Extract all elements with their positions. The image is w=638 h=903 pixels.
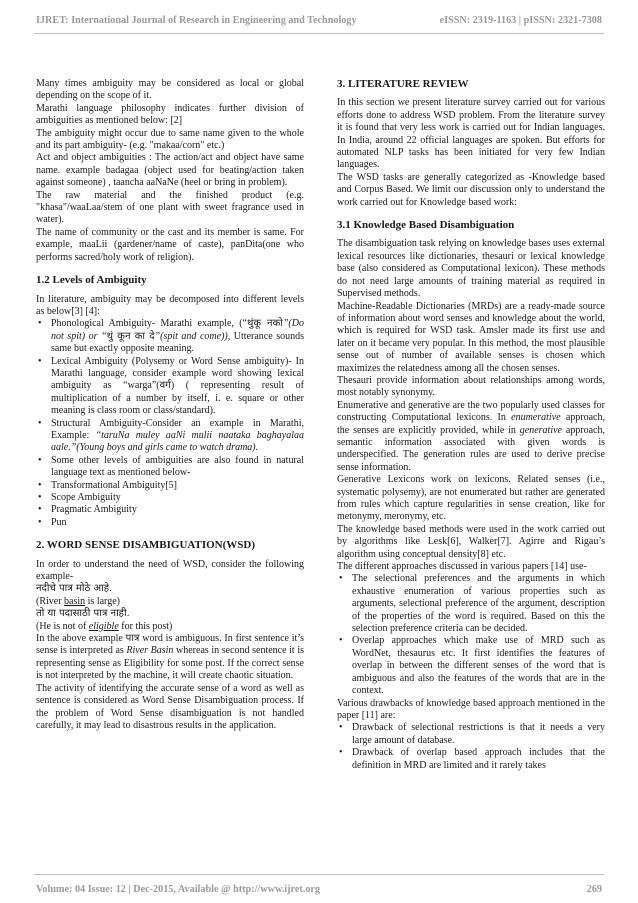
paragraph: The knowledge based methods were used in the work carried out by algorithms like Lesk[6], Walker[7]. Agirre and Rigau’s algorithm using conceptual density[8] etc.	[337, 523, 605, 560]
volume-info: Volume: 04 Issue: 12 | Dec-2015, Available @ http://www.ijret.org	[36, 884, 321, 895]
paragraph: The WSD tasks are generally categorized as -Knowledge based and Corpus Based. We limit our discussion only to understand the work carried out for Knowledge based work:	[337, 171, 605, 208]
intro-paragraph: Act and object ambiguities : The action/act and object have same name. example badagaa (object used for beating/action taken against someone) , taancha aaNaNe (heel or bring in problem).	[36, 152, 304, 189]
paragraph: In literature, ambiguity may be decomposed into different levels as below[3] [4]:	[36, 293, 304, 317]
list-item: • Pragmatic Ambiguity	[51, 504, 304, 516]
approaches-list	[337, 573, 605, 697]
paragraph: Generative Lexicons work on lexicons. Related senses (i.e., systematic polysemy), are not enumerated but rather are generated from rules which capture regularities in sense creation, like for metonymy, meronymy, etc.	[337, 474, 605, 523]
list-item: • Scope Ambiguity	[51, 492, 304, 504]
running-footer	[36, 884, 602, 895]
section-heading-1-2: 1.2 Levels of Ambiguity	[36, 274, 147, 287]
list-item: • The selectional preferences and the arguments in which exhaustive enumeration of various properties such as arguments, selectional preference of the argument, description of the properties of the word is required. Based on this the selection preference criteria can be decided.	[352, 573, 605, 635]
intro-paragraph: Marathi language philosophy indicates further division of ambiguities as mentioned below: [2]	[36, 102, 304, 127]
example-gloss-2: (He is not of eligible for this post)	[36, 620, 173, 632]
list-item: • Overlap approaches which make use of MRD such as WordNet, thesaurus etc. It first identifies the features of overlap in between the different senses of the word that is ambiguous and also the features of the words that are in the context.	[352, 635, 605, 697]
list-item: • Drawback of overlap based approach includes that the definition in MRD are limited and it rarely takes	[352, 747, 605, 772]
intro-paragraph: The raw material and the finished product (e.g. "khasa"/waaLaa/stem of one plant with sweet fragrance used in water).	[36, 189, 304, 226]
section-heading-2: 2. WORD SENSE DISAMBIGUATION(WSD)	[36, 539, 256, 552]
section-heading-3: 3. LITERATURE REVIEW	[337, 78, 469, 90]
list-item: • Drawback of selectional restrictions is that it needs a very large amount of database.	[352, 722, 605, 747]
drawbacks-list	[337, 722, 605, 772]
intro-paragraph: Many times ambiguity may be considered as local or global depending on the scope of it.	[36, 78, 304, 102]
paragraph: In this section we present literature survey carried out for various efforts done to address WSD problem. From the literature survey it is found that very less work is carried out for Indian languages. In India, around 22 official languages are spoken. But efforts for automated NLP tasks has been initiated for very few Indian languages.	[337, 97, 605, 171]
list-item: • Structural Ambiguity-Consider an example in Marathi, Example: “taruNa muley aaNi mulii naataka baghayalaa aale.”(Young boys and girls came to watch drama).	[51, 418, 304, 455]
intro-paragraph: The name of community or the cast and its member is same. For example, maaLii (gardener/name of caste), panDita(one who performs sacred/holy work of religion).	[36, 226, 304, 263]
paragraph: The activity of identifying the accurate sense of a word as well as sentence is considered as Word Sense Disambiguation process. If the problem of Word Sense disambiguation is not handled carefully, it may lead to disastrous results in the application.	[36, 682, 304, 731]
list-item: • Some other levels of ambiguities are also found in natural language text as mentioned below-	[51, 455, 304, 480]
paragraph: The different approaches discussed in various papers [14] use-	[337, 561, 587, 573]
section-heading-3-1: 3.1 Knowledge Based Disambiguation	[337, 219, 515, 232]
intro-paragraph: The ambiguity might occur due to same name given to the whole and its part ambiguity- (e.g. "makaa/corn" etc.)	[36, 127, 304, 152]
list-item: • Transformational Ambiguity[5]	[51, 480, 304, 492]
ambiguity-levels-list	[36, 318, 304, 529]
paragraph: Thesauri provide information about relationships among words, most notably synonymy.	[337, 374, 605, 399]
marathi-example-1: नदीचे पात्र मोठे आहे.	[36, 583, 113, 595]
example-gloss-1: (River basin is large)	[36, 595, 120, 607]
paragraph: The disambiguation task relying on knowledge bases uses external lexical resources like dictionaries, thesauri or lexical knowledge base (also considered as Computational lexicon). These methods do not need large amounts of training material as required in Supervised methods.	[337, 238, 605, 300]
list-item: • Lexical Ambiguity (Polysemy or Word Sense ambiguity)- In Marathi language, consider example word showing lexical ambiguity as “warga”(वर्ग) ( representing result of multiplication of a number by itself, i. e. square or other meaning is class room or class/standard).	[51, 356, 304, 418]
header-rule	[34, 33, 604, 34]
left-column	[36, 78, 304, 732]
page-number: 269	[586, 884, 602, 895]
list-item: • Pun	[51, 517, 304, 529]
paragraph: In the above example पात्र word is ambiguous. In first sentence it’s sense is interpreted as River Basin whereas in second sentence it is representing sense as Eligibility for some post. If the correct sense is not interpreted by the machine, it will create chaotic situation.	[36, 633, 305, 682]
paragraph: In order to understand the need of WSD, consider the following example-	[36, 558, 304, 583]
list-item: • Phonological Ambiguity- Marathi example, (“थुंकू नको”(Do not spit) or “थुं कून का दे”(spit and come)), Utterance sounds same but exactly opposite meaning.	[51, 318, 304, 355]
issn: eISSN: 2319-1163 | pISSN: 2321-7308	[439, 15, 602, 26]
right-column	[337, 78, 605, 772]
journal-title: IJRET: International Journal of Research in Engineering and Technology	[36, 15, 357, 26]
footer-rule	[34, 874, 604, 875]
paragraph: Various drawbacks of knowledge based approach mentioned in the paper [11] are:	[337, 697, 605, 721]
paragraph: Enumerative and generative are the two popularly used classes for constructing Computational lexicons. In enumerative approach, the senses are explicitly provided, while in generative approach, semantic information associated with given words is underspecified. The generation rules are used to derive precise sense information.	[337, 399, 605, 473]
marathi-example-2: तो या पदासाठी पात्र नाही.	[36, 608, 130, 620]
paragraph: Machine-Readable Dictionaries (MRDs) are a ready-made source of information about word senses and knowledge about the world, which is required for WSD task. Amsler made its first use and later on it became very popular. In this method, the most plausible sense out of number of available senses is chosen which maximizes the relatedness among all the chosen senses.	[337, 300, 605, 374]
